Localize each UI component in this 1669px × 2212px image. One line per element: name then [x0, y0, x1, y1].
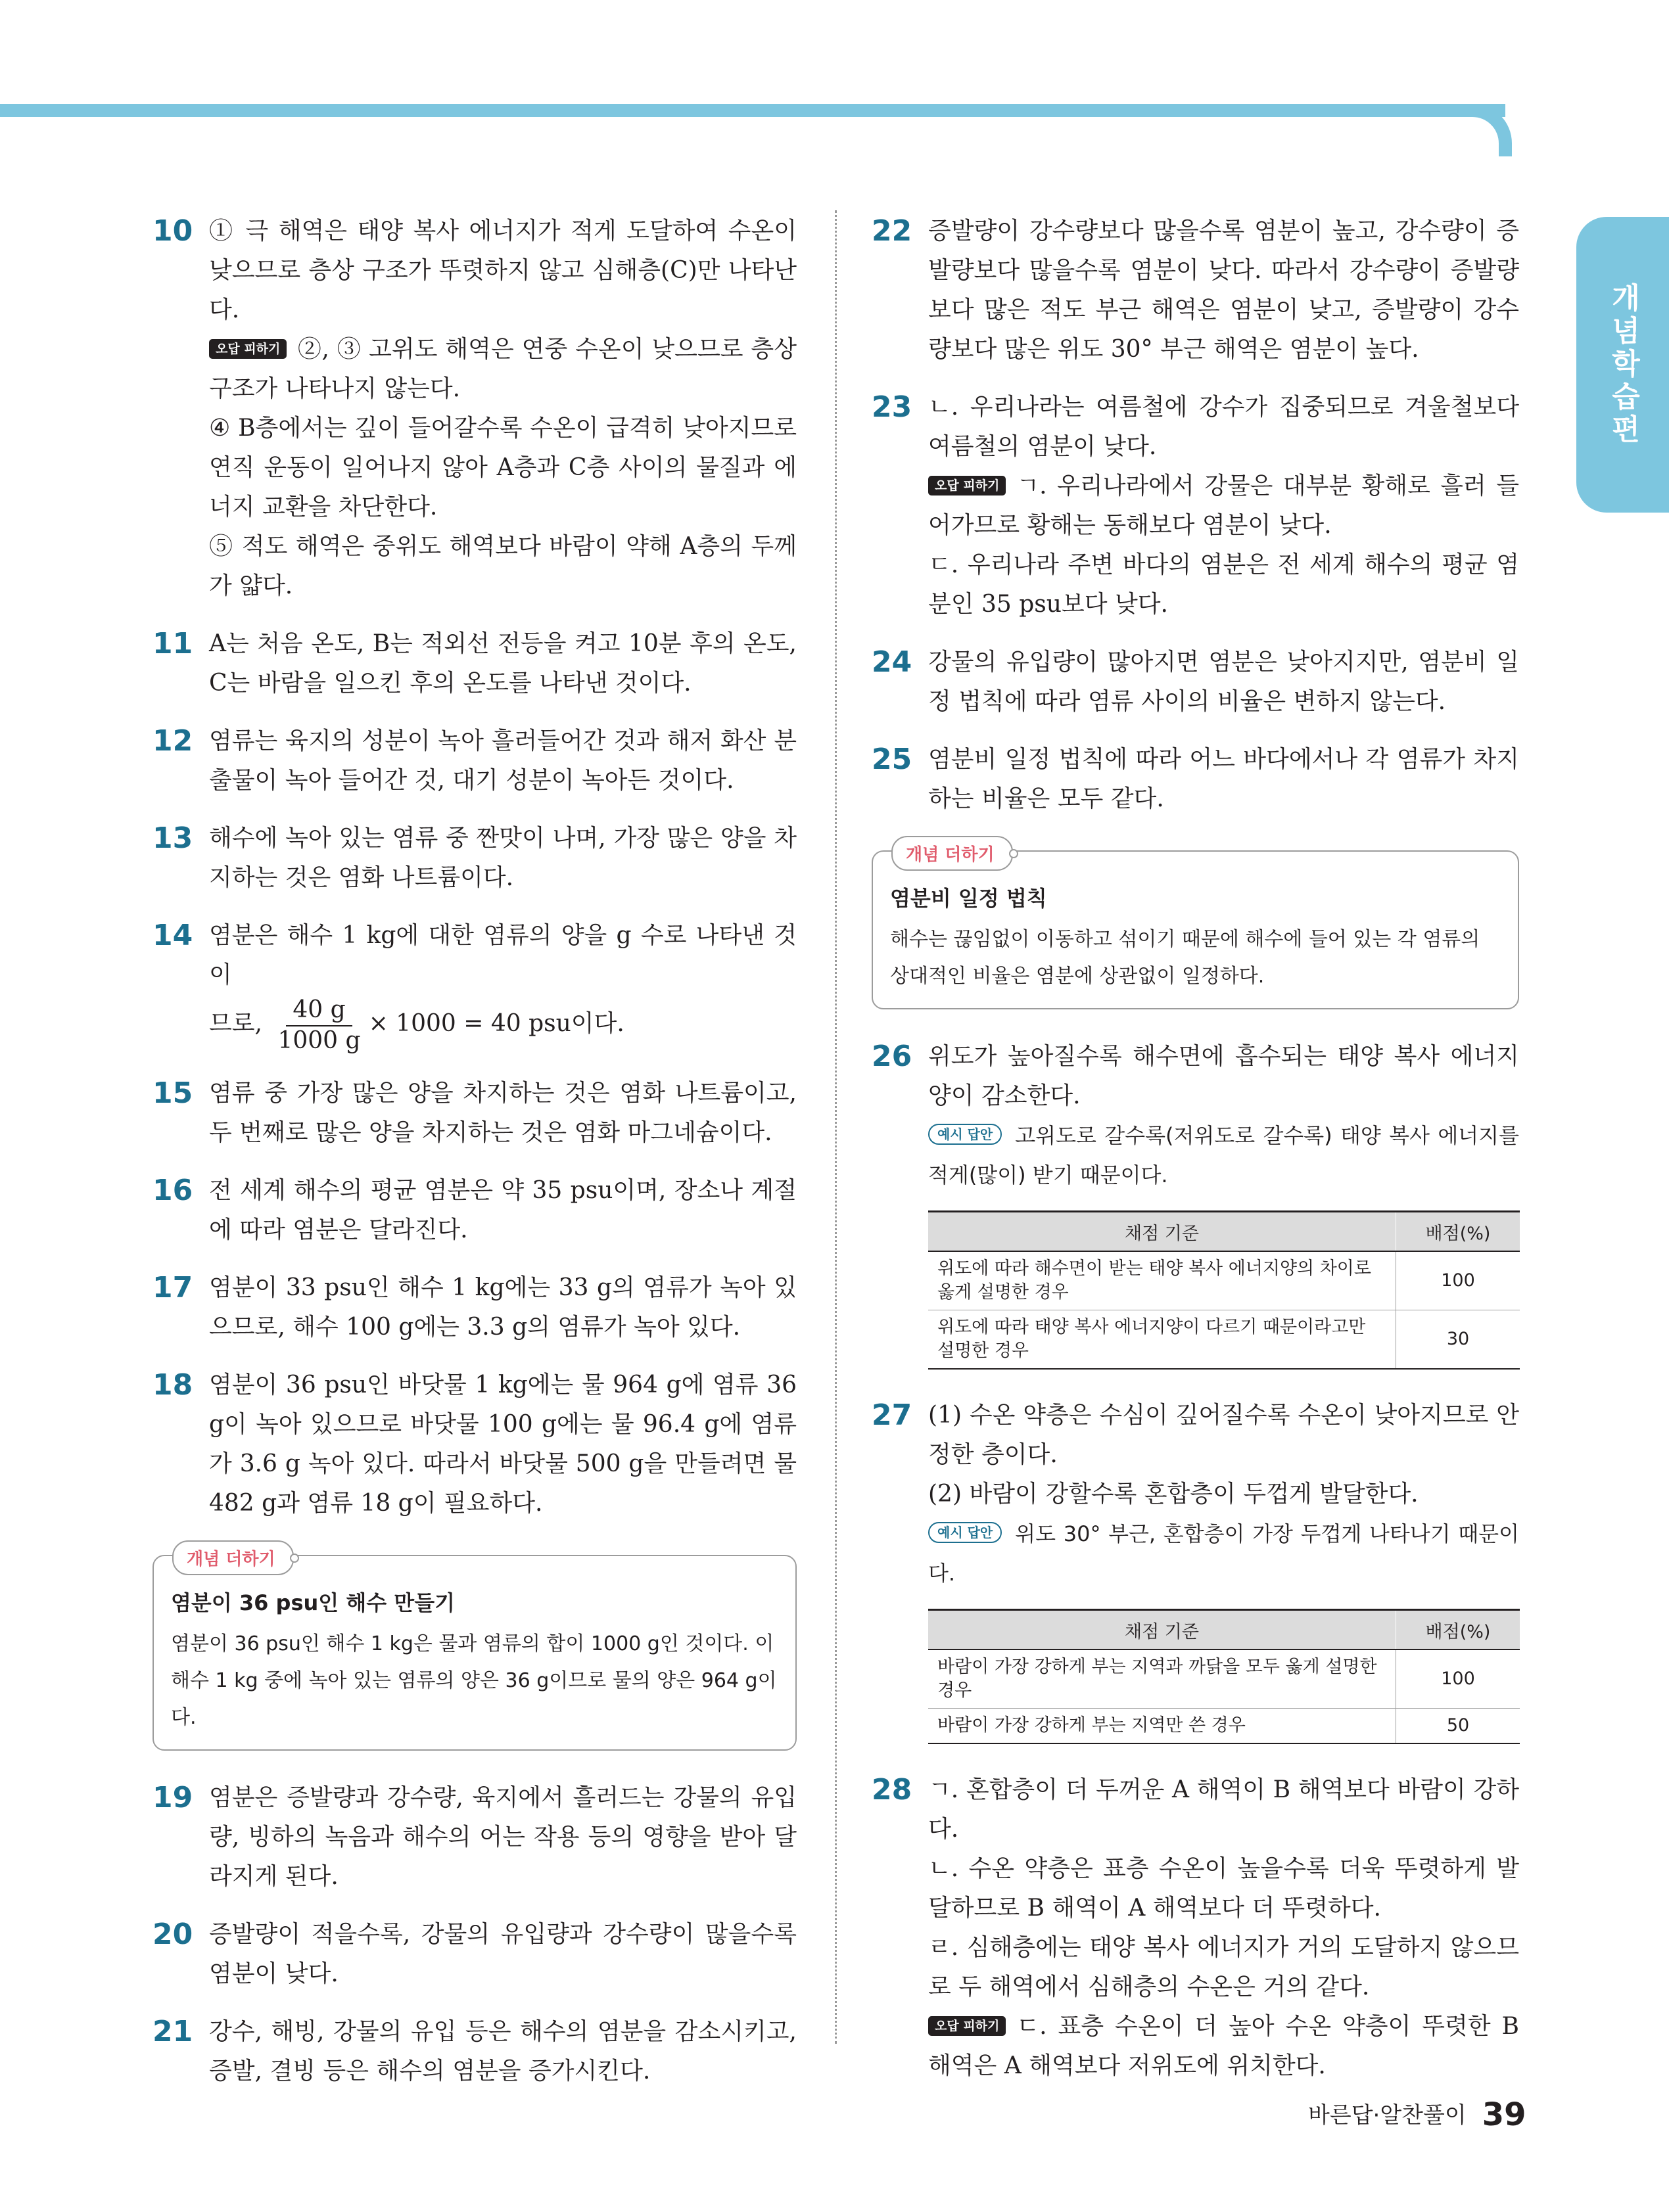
- top-bar-curve: [1472, 104, 1512, 156]
- table-cell: 바람이 가장 강하게 부는 지역과 까닭을 모두 옳게 설명한 경우: [928, 1649, 1396, 1709]
- example-answer: 예시 답안 위도 30° 부근, 혼합층이 가장 두껍게 나타나기 때문이다.: [928, 1521, 1519, 1586]
- answer-number: 26: [872, 1040, 912, 1073]
- table-cell: 위도에 따라 해수면이 받는 태양 복사 에너지양의 차이로 옳게 설명한 경우: [928, 1251, 1396, 1310]
- answer-28: [872, 1770, 1519, 2086]
- scoring-table: [928, 1210, 1520, 1370]
- example-answer-tag: 예시 답안: [928, 1124, 1002, 1145]
- answer-text: 염분비 일정 법칙에 따라 어느 바다에서나 각 염류가 차지하는 비율은 모두 같다.: [928, 746, 1519, 812]
- concept-plus-title: 염분이 36 psu인 해수 만들기: [171, 1590, 456, 1615]
- table-row: [928, 1709, 1520, 1744]
- concept-plus-text: 해수는 끊임없이 이동하고 섞이기 때문에 해수에 들어 있는 각 염류의 상대적인 비율은 염분에 상관없이 일정하다.: [890, 928, 1480, 988]
- answer-27: [872, 1396, 1519, 1744]
- answer-number: 24: [872, 645, 912, 679]
- concept-plus-label: 개념 더하기: [172, 1540, 294, 1575]
- answer-number: 20: [153, 1918, 193, 1951]
- answer-13: [153, 819, 797, 898]
- page-number: 39: [1482, 2096, 1526, 2133]
- answer-text: 강수, 해빙, 강물의 유입 등은 해수의 염분을 감소시키고, 증발, 결빙 등은 해수의 염분을 증가시킨다.: [209, 2018, 797, 2085]
- answer-text: ④ B층에서는 깊이 들어갈수록 수온이 급격히 낮아지므로 연직 운동이 일어나지 않아 A층과 C층 사이의 물질과 에너지 교환을 차단한다.: [209, 415, 797, 520]
- answer-text: 염분은 해수 1 kg에 대한 염류의 양을 g 수로 나타낸 것이: [209, 922, 797, 988]
- answer-14: [153, 916, 797, 1055]
- answer-21: [153, 2012, 797, 2091]
- wrong-answer-tag: 오답 피하기: [209, 339, 287, 359]
- answer-number: 21: [153, 2015, 193, 2048]
- page-footer: [1308, 2096, 1526, 2133]
- answer-16: [153, 1171, 797, 1250]
- side-section-tab: [1576, 217, 1669, 513]
- table-cell: 위도에 따라 태양 복사 에너지양이 다르기 때문이라고만 설명한 경우: [928, 1310, 1396, 1370]
- answer-10: [153, 212, 797, 606]
- answer-formula: 므로, $\frac{40 g}{1000 g}$ × 1000 = 40 psu이다.: [209, 996, 624, 1054]
- answer-number: 14: [153, 919, 193, 952]
- fraction-numerator: 40 g: [286, 995, 352, 1026]
- answer-text: 염분이 33 psu인 해수 1 kg에는 33 g의 염류가 녹아 있으므로, 해수 100 g에는 3.3 g의 염류가 녹아 있다.: [209, 1274, 797, 1341]
- table-cell: 50: [1396, 1709, 1520, 1744]
- answer-number: 11: [153, 627, 193, 660]
- table-row: [928, 1251, 1520, 1310]
- answer-25: [872, 740, 1519, 819]
- concept-plus-title: 염분비 일정 법칙: [890, 886, 1047, 911]
- right-column: [872, 212, 1519, 2104]
- answer-text: 증발량이 적을수록, 강물의 유입량과 강수량이 많을수록 염분이 낮다.: [209, 1921, 797, 1987]
- answer-text: ㄱ. 혼합층이 더 두꺼운 A 해역이 B 해역보다 바람이 강하다.: [928, 1776, 1519, 1843]
- answer-number: 23: [872, 390, 912, 424]
- top-decorative-bar: [0, 104, 1505, 117]
- answer-text: 강물의 유입량이 많아지면 염분은 낮아지지만, 염분비 일정 법칙에 따라 염류 사이의 비율은 변하지 않는다.: [928, 649, 1519, 715]
- answer-23: [872, 388, 1519, 624]
- answer-number: 10: [153, 214, 193, 248]
- answer-text: ㄹ. 심해층에는 태양 복사 에너지가 거의 도달하지 않으므로 두 해역에서 심해층의 수온은 거의 같다.: [928, 1934, 1519, 2000]
- column-divider: [835, 210, 837, 2044]
- answer-17: [153, 1268, 797, 1347]
- concept-plus-box: [153, 1550, 797, 1751]
- answer-text: 전 세계 해수의 평균 염분은 약 35 psu이며, 장소나 계절에 따라 염분은 달라진다.: [209, 1177, 797, 1243]
- answer-text: 오답 피하기 ②, ③ 고위도 해역은 연중 수온이 낮으므로 층상 구조가 나타나지 않는다.: [209, 336, 797, 402]
- answer-19: [153, 1778, 797, 1897]
- answer-text: A는 처음 온도, B는 적외선 전등을 켜고 10분 후의 온도, C는 바람을 일으킨 후의 온도를 나타낸 것이다.: [209, 630, 797, 697]
- answer-number: 22: [872, 214, 912, 248]
- answer-number: 13: [153, 821, 193, 855]
- answer-text: 염분은 증발량과 강수량, 육지에서 흘러드는 강물의 유입량, 빙하의 녹음과 해수의 어는 작용 등의 영향을 받아 달라지게 된다.: [209, 1784, 797, 1890]
- answer-20: [153, 1915, 797, 1994]
- answer-text: 오답 피하기 ㄱ. 우리나라에서 강물은 대부분 황해로 흘러 들어가므로 황해는 동해보다 염분이 낮다.: [928, 472, 1519, 539]
- answer-11: [153, 624, 797, 703]
- example-answer: 예시 답안 고위도로 갈수록(저위도로 갈수록) 태양 복사 에너지를 적게(많이) 받기 때문이다.: [928, 1123, 1519, 1187]
- answer-number: 15: [153, 1076, 193, 1110]
- answer-text: 오답 피하기 ㄷ. 표층 수온이 더 높아 수온 약층이 뚜렷한 B 해역은 A 해역보다 저위도에 위치한다.: [928, 2013, 1519, 2079]
- scoring-table: [928, 1609, 1520, 1744]
- table-header: 배점(%): [1396, 1212, 1520, 1252]
- wrong-answer-tag: 오답 피하기: [928, 2016, 1006, 2036]
- table-cell: 바람이 가장 강하게 부는 지역만 쓴 경우: [928, 1709, 1396, 1744]
- table-cell: 100: [1396, 1251, 1520, 1310]
- table-header: 채점 기준: [928, 1212, 1396, 1252]
- answer-number: 17: [153, 1271, 193, 1304]
- fraction: [273, 995, 364, 1055]
- left-column: [153, 212, 797, 2109]
- answer-number: 28: [872, 1773, 912, 1807]
- footer-label: 바른답·알찬풀이: [1308, 2102, 1467, 2129]
- answer-number: 27: [872, 1398, 912, 1432]
- answer-text: ⑤ 적도 해역은 중위도 해역보다 바람이 약해 A층의 두께가 얇다.: [209, 533, 797, 599]
- answer-number: 25: [872, 743, 912, 776]
- table-cell: 30: [1396, 1310, 1520, 1370]
- answer-15: [153, 1074, 797, 1153]
- concept-plus-label: 개념 더하기: [891, 836, 1013, 871]
- answer-text: (1) 수온 약층은 수심이 깊어질수록 수온이 낮아지므로 안정한 층이다.: [928, 1402, 1519, 1468]
- answer-number: 18: [153, 1368, 193, 1402]
- concept-plus-text: 염분이 36 psu인 해수 1 kg은 물과 염류의 합이 1000 g인 것이다. 이 해수 1 kg 중에 녹아 있는 염류의 양은 36 g이므로 물의 양은 964 g이다.: [171, 1632, 777, 1729]
- answer-text: 염류는 육지의 성분이 녹아 흘러들어간 것과 해저 화산 분출물이 녹아 들어간 것, 대기 성분이 녹아든 것이다.: [209, 727, 797, 794]
- answer-number: 12: [153, 724, 193, 758]
- answer-26: [872, 1037, 1519, 1370]
- table-header: 배점(%): [1396, 1610, 1520, 1650]
- side-tab-label: 개념학습편: [1606, 283, 1640, 447]
- answer-18: [153, 1366, 797, 1523]
- answer-text: 염류 중 가장 많은 양을 차지하는 것은 염화 나트륨이고, 두 번째로 많은 양을 차지하는 것은 염화 마그네슘이다.: [209, 1080, 797, 1146]
- answer-22: [872, 212, 1519, 369]
- example-answer-tag: 예시 답안: [928, 1522, 1002, 1543]
- answer-text: ㄴ. 수온 약층은 표층 수온이 높을수록 더욱 뚜렷하게 발달하므로 B 해역이 A 해역보다 더 뚜렷하다.: [928, 1855, 1519, 1922]
- table-row: [928, 1649, 1520, 1709]
- answer-text: (2) 바람이 강할수록 혼합층이 두껍게 발달한다.: [928, 1481, 1419, 1508]
- table-header: 채점 기준: [928, 1610, 1396, 1650]
- answer-24: [872, 643, 1519, 722]
- answer-text: ① 극 해역은 태양 복사 에너지가 적게 도달하여 수온이 낮으므로 층상 구조가 뚜렷하지 않고 심해층(C)만 나타난다.: [209, 218, 797, 323]
- answer-text: ㄴ. 우리나라는 여름철에 강수가 집중되므로 겨울철보다 여름철의 염분이 낮다.: [928, 394, 1519, 460]
- table-cell: 100: [1396, 1649, 1520, 1709]
- concept-plus-box: [872, 845, 1519, 1009]
- answer-text: 증발량이 강수량보다 많을수록 염분이 높고, 강수량이 증발량보다 많을수록 염분이 낮다. 따라서 강수량이 증발량보다 많은 적도 부근 해역은 염분이 낮고, 증발량이 강수량보다 많은 위도 30° 부근 해역은 염분이 높다.: [928, 218, 1519, 363]
- answer-number: 16: [153, 1174, 193, 1207]
- wrong-answer-tag: 오답 피하기: [928, 476, 1006, 495]
- answer-text: 염분이 36 psu인 바닷물 1 kg에는 물 964 g에 염류 36 g이 녹아 있으므로 바닷물 100 g에는 물 96.4 g에 염류가 3.6 g 녹아 있다. 따라서 바닷물 500 g을 만들려면 물 482 g과 염류 18 g이 필요하다.: [209, 1371, 797, 1517]
- answer-text: ㄷ. 우리나라 주변 바다의 염분은 전 세계 해수의 평균 염분인 35 psu보다 낮다.: [928, 551, 1519, 618]
- fraction-denominator: 1000 g: [277, 1027, 361, 1054]
- table-row: [928, 1310, 1520, 1370]
- answer-text: 위도가 높아질수록 해수면에 흡수되는 태양 복사 에너지양이 감소한다.: [928, 1043, 1519, 1109]
- answer-text: 해수에 녹아 있는 염류 중 짠맛이 나며, 가장 많은 양을 차지하는 것은 염화 나트륨이다.: [209, 825, 797, 891]
- answer-number: 19: [153, 1781, 193, 1814]
- answer-12: [153, 722, 797, 800]
